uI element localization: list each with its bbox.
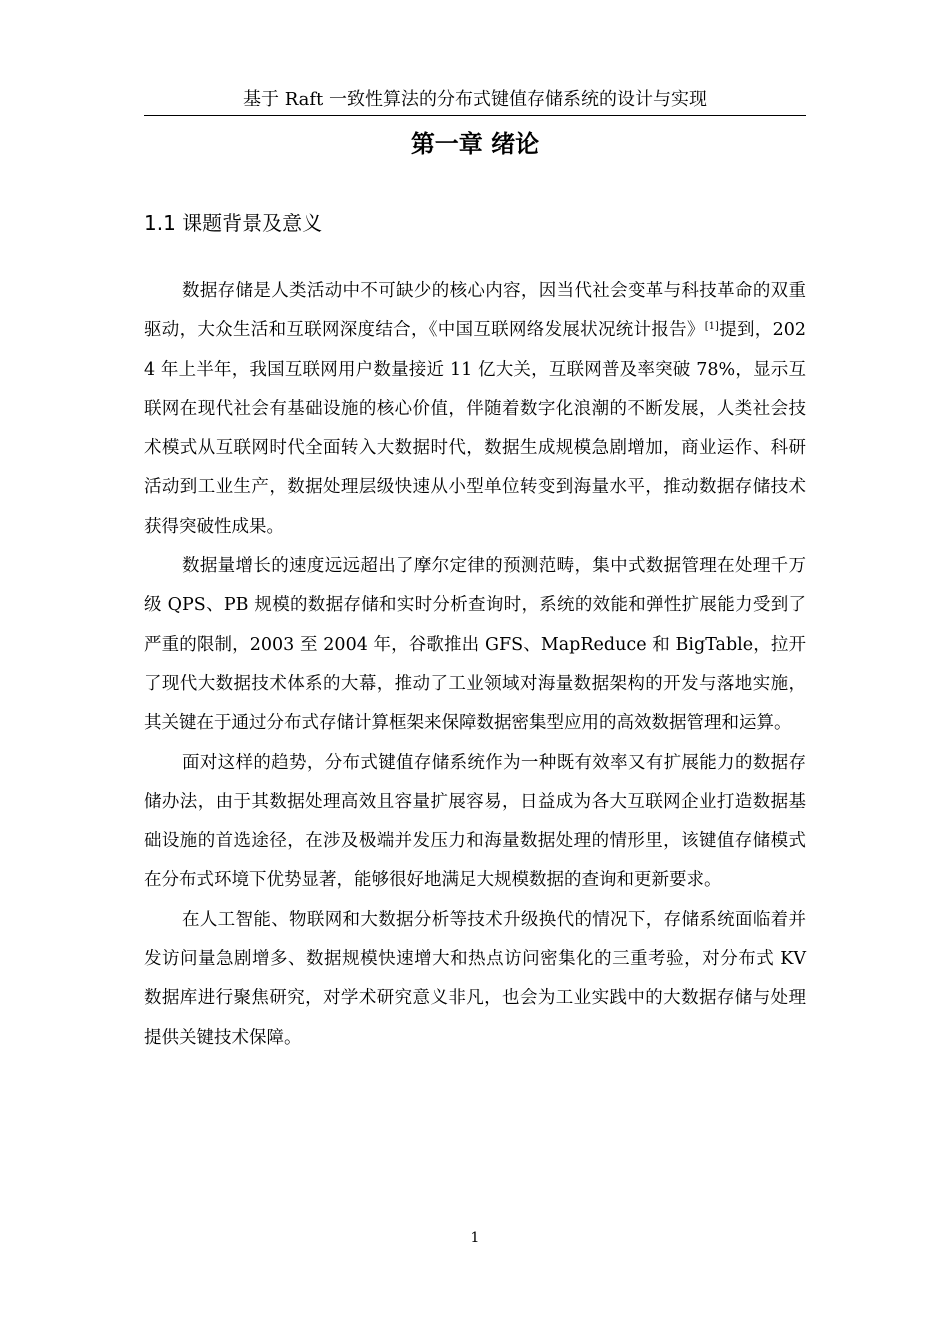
paragraph-1-text-b: 提到，2024 年上半年，我国互联网用户数量接近 11 亿大关，互联网普及率突破 78%，显示互联网在现代社会有基础设施的核心价值，伴随着数字化浪潮的不断发展，人类社会技术模式从互联网时代全面转入大数据时代，数据生成规模急剧增加，商业运作、科研活动到工业生产，数据处理层级快速从小型单位转变到海量水平，推动数据存储技术获得突破性成果。 — [144, 320, 806, 537]
paragraph-1-text-a: 数据存储是人类活动中不可缺少的核心内容，因当代社会变革与科技革命的双重驱动，大众生活和互联网深度结合，《中国互联网络发展状况统计报告》 — [144, 281, 806, 341]
page-number: 1 — [470, 1230, 480, 1246]
paragraph-4: 在人工智能、物联网和大数据分析等技术升级换代的情况下，存储系统面临着并发访问量急剧增多、数据规模快速增大和热点访问密集化的三重考验，对分布式 KV 数据库进行聚焦研究，对学术研究意义非凡，也会为工业实践中的大数据存储与处理提供关键技术保障。 — [144, 909, 806, 1048]
paragraph-2: 数据量增长的速度远远超出了摩尔定律的预测范畴，集中式数据管理在处理千万级 QPS、PB 规模的数据存储和实时分析查询时，系统的效能和弹性扩展能力受到了严重的限制，2003 至 2004 年，谷歌推出 GFS、MapReduce 和 BigTable，拉开了现代大数据技术体系的大幕，推动了工业领域对海量数据架构的开发与落地实施，其关键在于通过分布式存储计算框架来保障数据密集型应用的高效数据管理和运算。 — [144, 556, 806, 734]
citation-ref: [1] — [704, 321, 719, 333]
paragraph-3: 面对这样的趋势，分布式键值存储系统作为一种既有效率又有扩展能力的数据存储办法，由于其数据处理高效且容量扩展容易，日益成为各大互联网企业打造数据基础设施的首选途径，在涉及极端并发压力和海量数据处理的情形里，该键值存储模式在分布式环境下优势显著，能够很好地满足大规模数据的查询和更新要求。 — [144, 752, 806, 891]
chapter-title: 第一章 绪论 — [410, 130, 540, 158]
paragraph-1 — [144, 272, 806, 547]
section-heading: 1.1 课题背景及意义 — [144, 211, 323, 235]
running-header: 基于 Raft 一致性算法的分布式键值存储系统的设计与实现 — [242, 89, 708, 110]
header-rule — [144, 115, 806, 116]
body-text — [144, 272, 806, 1058]
